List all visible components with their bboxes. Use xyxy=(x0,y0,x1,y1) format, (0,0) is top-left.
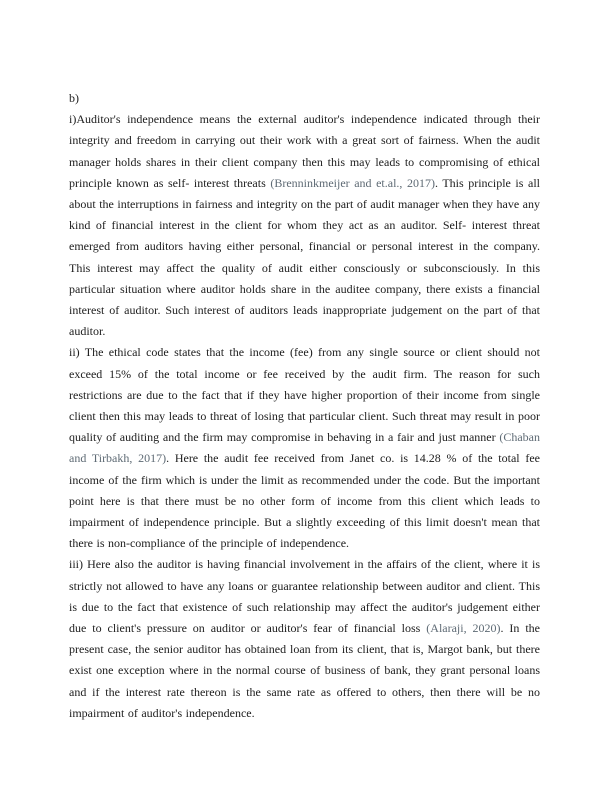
text-run: ii) The ethical code states that the income (fee) from any single source or client should not exceed 15% of the total income or fee received by the audit firm. The reason for such restrictions are due to the fact that if they have higher proportion of their income from single client then this may leads to threat of losing that particular client. Such threat may result in poor quality of auditing and the firm may compromise in behaving in a fair and just manner xyxy=(69,345,540,445)
paragraph-i xyxy=(69,109,540,342)
text-run: i)Auditor's independence means the external auditor's independence indicated through their integrity and freedom in carrying out their work with a great sort of fairness. When the audit manager holds shares in their client company then this may leads to compromising of ethical principle known as self- interest threats xyxy=(69,112,540,190)
paragraph-iii xyxy=(69,554,540,724)
citation: (Brenninkmeijer and et.al., 2017) xyxy=(270,175,435,190)
text-run: . This principle is all about the interruptions in fairness and integrity on the part of audit manager when they have any kind of financial interest in the client for whom they act as an auditor. Self- interest threat emerged from auditors having either personal, financial or personal interest in the company. This interest may affect the quality of audit either consciously or subconsciously. In this particular situation where auditor holds share in the auditee company, there exists a financial interest of auditor. Such interest of auditors leads inappropriate judgement on the part of that auditor. xyxy=(69,175,540,339)
text-run: b) xyxy=(69,91,79,105)
text-run: . Here the audit fee received from Janet co. is 14.28 % of the total fee income of the firm which is under the limit as recommended under the code. But the important point here is that there must be no other form of income from this client which leads to impairment of independence principle. But a slightly exceeding of this limit doesn't mean that there is non-compliance of the principle of independence. xyxy=(69,451,541,551)
paragraph-ii xyxy=(69,342,540,554)
citation: (Alaraji, 2020) xyxy=(426,621,501,636)
text-run: iii) Here also the auditor is having financial involvement in the affairs of the client, where it is strictly not allowed to have any loans or guarantee relationship between auditor and client. This is due to the fact that existence of such relationship may affect the auditor's judgement either due to client's pressure on auditor or auditor's fear of financial loss xyxy=(69,557,540,636)
section-label xyxy=(69,88,540,109)
citation: (Chaban and Tirbakh, 2017) xyxy=(69,430,540,466)
text-run: . In the present case, the senior auditor has obtained loan from its client, that is, Margot bank, but there exist one exception where in the normal course of business of bank, they grant personal loans and if the interest rate thereon is the same rate as offered to others, then there will be no impairment of auditor's independence. xyxy=(69,621,541,720)
